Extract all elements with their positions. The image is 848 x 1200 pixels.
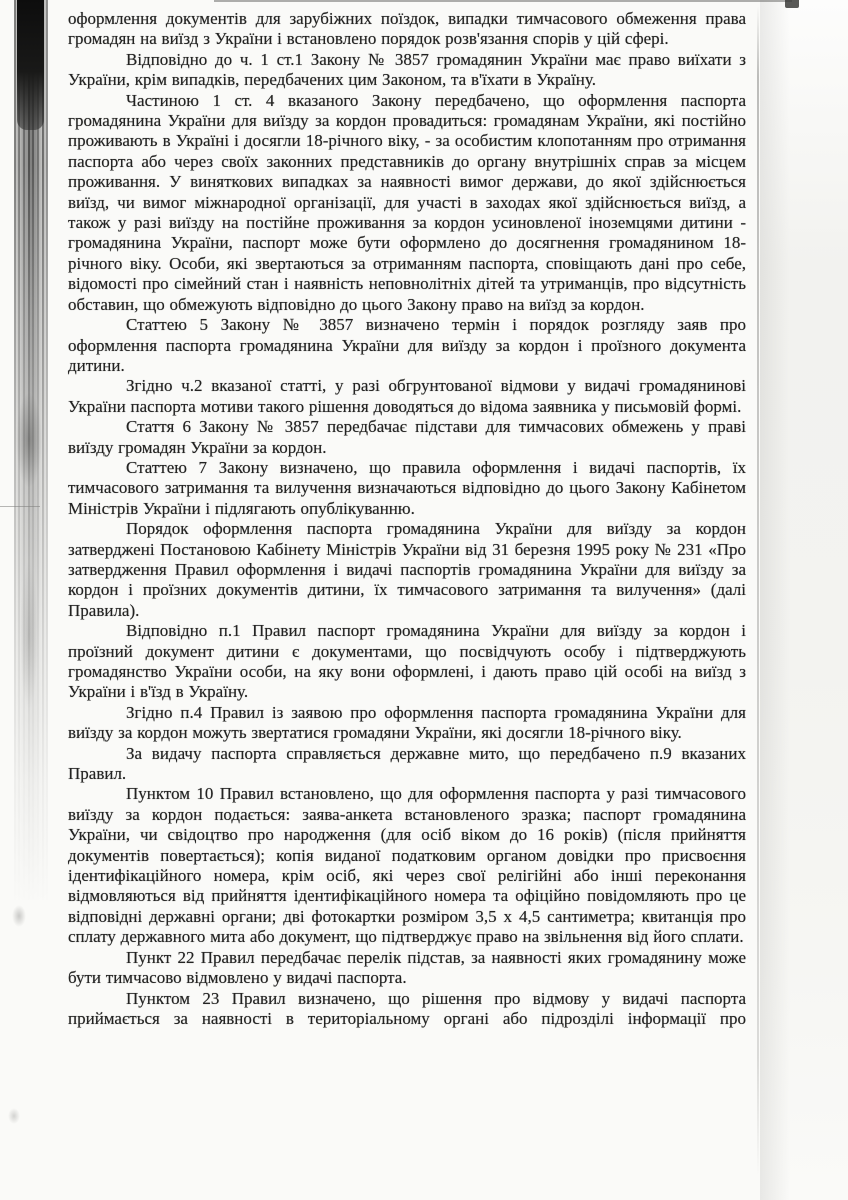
page-fold-margin [760, 0, 848, 1200]
scan-top-edge [214, 0, 792, 2]
page-fold-line [757, 6, 759, 1176]
paragraph: Відповідно до ч. 1 ст.1 Закону № 3857 громадянин України має право виїхати з України, крім випадків, передбачених цим Законом, та в'їхати в Україну. [68, 49, 746, 90]
fold-shade [760, 0, 790, 1200]
paragraph: Пункт 22 Правил передбачає перелік підстав, за наявності яких громадянину може бути тимчасово відмовлено у видачі паспорта. [68, 947, 746, 988]
paragraph: Пунктом 23 Правил визначено, що рішення про відмову у видачі паспорта приймається за наявності в територіальному органі або підрозділі інформації про [68, 988, 746, 1028]
paragraph: Пунктом 10 Правил встановлено, що для оформлення паспорта у разі тимчасового виїзду за кордон подається: заява-анкета встановленого зразка; паспорт громадянина України, чи свідоцтво про народження (для осіб віком до 16 років) (після прийняття документів повертається); копія виданої податковим органом довідки про присвоєння ідентифікаційного номера, крім осіб, які через свої релігійні або інші переконання відмовляються від прийняття ідентифікаційного номера та офіційно повідомляють про це відповідні державні органи; дві фотокартки розміром 3,5 х 4,5 сантиметра; квитанція про сплату державного мита або документ, що підтверджує право на звільнення від його сплати. [68, 784, 746, 947]
paragraph: Стаття 6 Закону № 3857 передбачає підстави для тимчасових обмежень у праві виїзду громадян України за кордон. [68, 417, 746, 457]
paragraph: Частиною 1 ст. 4 вказаного Закону передбачено, що оформлення паспорта громадянина України для виїзду за кордон провадиться: громадянам України, які постійно проживають в Україні і досягли 18-річного віку, - за особистим клопотанням про отримання паспорта або через своїх законних представників до органу внутрішніх справ за місцем проживання. У виняткових випадках за наявності вимог держави, до якої здійснюється виїзд, чи вимог міжнародної організації, для участі в заходах якої здійснюється виїзд, а також у разі виїзду на постійне проживання за кордон усиновленої іноземцями дитини - громадянина України, паспорт може бути оформлено до досягнення громадянином 18-річного віку. Особи, які звертаються за отриманням паспорта, сповіщають дані про себе, відомості про сімейний стан і наявність неповнолітніх дітей та утриманців, про відсутність обставин, що обмежують відповідно до цього Закону право на виїзд за кордон. [68, 90, 746, 314]
paragraph: оформлення документів для зарубіжних поїздок, випадки тимчасового обмеження права громадян на виїзд з України і встановлено порядок розв'язання спорів у цій сфері. [68, 9, 746, 49]
text-block [68, 9, 746, 1029]
scan-smudge [16, 392, 42, 488]
paragraph: Відповідно п.1 Правил паспорт громадянина України для виїзду за кордон і проїзний документ дитини є документами, що посвідчують особу і підтверджують громадянство України особи, на яку вони оформлені, і дають право цій особі на виїзд з України і в'їзд в Україну. [68, 621, 746, 702]
scan-smudge [20, 560, 38, 710]
paragraph: Статтею 7 Закону визначено, що правила оформлення і видачі паспортів, їх тимчасового затримання та вилучення визначаються відповідно до цього Закону Кабінетом Міністрів України і підлягають опублікуванню. [68, 457, 746, 518]
scan-smudge [8, 1108, 20, 1124]
scan-smudge [12, 905, 26, 927]
paragraph: Статтею 5 Закону № 3857 визначено термін і порядок розгляду заяв про оформлення паспорта громадянина України для виїзду за кордон і проїзного документа дитини. [68, 315, 746, 375]
paragraph: Згідно п.4 Правил із заявою про оформлення паспорта громадянина України для виїзду за кордон можуть звертатися громадяни України, які досягли 18-річного віку. [68, 702, 746, 743]
paragraph: Згідно ч.2 вказаної статті, у разі обгрунтованої відмови у видачі громадянинові України паспорта мотиви такого рішення доводяться до відома заявника у письмовій формі. [68, 376, 746, 416]
scan-top-mark [785, 0, 799, 8]
paragraph: За видачу паспорта справляється державне мито, що передбачено п.9 вказаних Правил. [68, 743, 746, 784]
scan-scratch-line [0, 506, 40, 507]
paragraph: Порядок оформлення паспорта громадянина України для виїзду за кордон затверджені Постановою Кабінету Міністрів України від 31 березня 1995 року № 231 «Про затвердження Правил оформлення і видачі паспортів громадянина України для виїзду за кордон і проїзних документів дитини, їх тимчасового затримання та вилучення» (далі Правила). [68, 519, 746, 620]
